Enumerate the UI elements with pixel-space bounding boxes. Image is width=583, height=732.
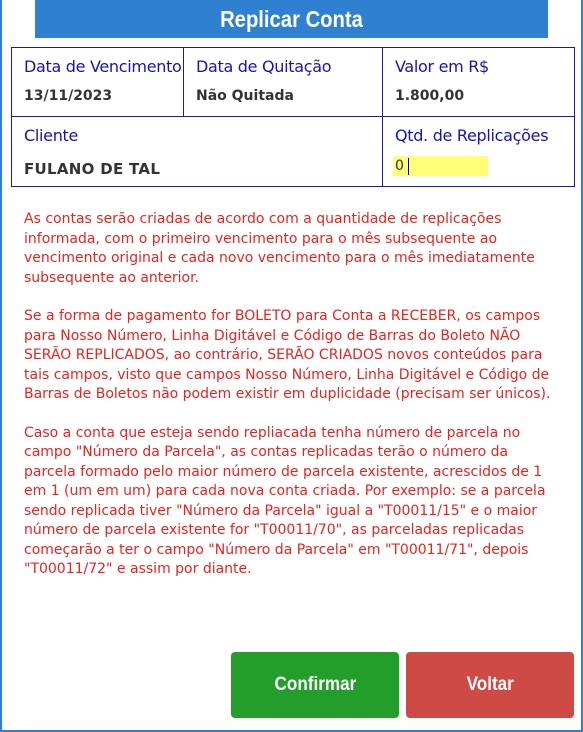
replications-label: Qtd. de Replicações: [395, 126, 549, 145]
back-button[interactable]: [406, 652, 574, 718]
client-cell: [12, 117, 383, 186]
amount-value: 1.800,00: [395, 88, 465, 104]
text-caret: [408, 158, 409, 175]
back-button-label: Voltar: [466, 674, 514, 695]
settlement-date-cell: [184, 48, 383, 117]
due-date-value: 13/11/2023: [24, 88, 113, 104]
account-info-grid: [11, 47, 575, 187]
confirm-button[interactable]: [231, 652, 399, 718]
confirm-button-label: Confirmar: [274, 674, 356, 695]
dialog-title: Replicar Conta: [35, 0, 548, 38]
note-paragraph: As contas serão criadas de acordo com a quantidade de replicações informada, com o primeiro vencimento para o mês subsequente ao vencimento original e cada novo vencimento para o mês imediatamente subsequente ao anterior.: [24, 211, 535, 286]
note-paragraph: Caso a conta que esteja sendo repliacada tenha número de parcela no campo "Número da Parcela", as contas replicadas terão o número da parcela formado pelo maior número de parcela existente, acrescidos de 1 em 1 (um em um) para cada nova conta criada. Por exemplo: se a parcela sendo replicada tiver "Número da Parcela" igual a "T00011/15" e o maior número de parcela existente for "T00011/70", as parceladas replicadas começarão a ter o campo "Número da Parcela" em "T00011/71", depois "T00011/72" e assim por diante.: [24, 424, 546, 577]
replication-notes: [24, 210, 564, 599]
due-date-label: Data de Vencimento: [24, 57, 182, 76]
amount-label: Valor em R$: [395, 57, 489, 76]
client-label: Cliente: [24, 126, 79, 145]
amount-cell: [383, 48, 574, 117]
replications-cell: [383, 117, 574, 186]
note-paragraph: Se a forma de pagamento for BOLETO para Conta a RECEBER, os campos para Nosso Número, Linha Digitável e Código de Barras do Boleto NÃO SERÃO REPLICADOS, ao contrário, SERÃO CRIADOS novos conteúdos para tais campos, visto que campos Nosso Número, Linha Digitável e Código de Barras de Boletos não podem existir em duplicidade (precisam ser únicos).: [24, 308, 551, 402]
client-value: FULANO DE TAL: [24, 160, 161, 178]
due-date-cell: [12, 48, 184, 117]
settlement-date-value: Não Quitada: [196, 88, 294, 104]
settlement-date-label: Data de Quitação: [196, 57, 332, 76]
